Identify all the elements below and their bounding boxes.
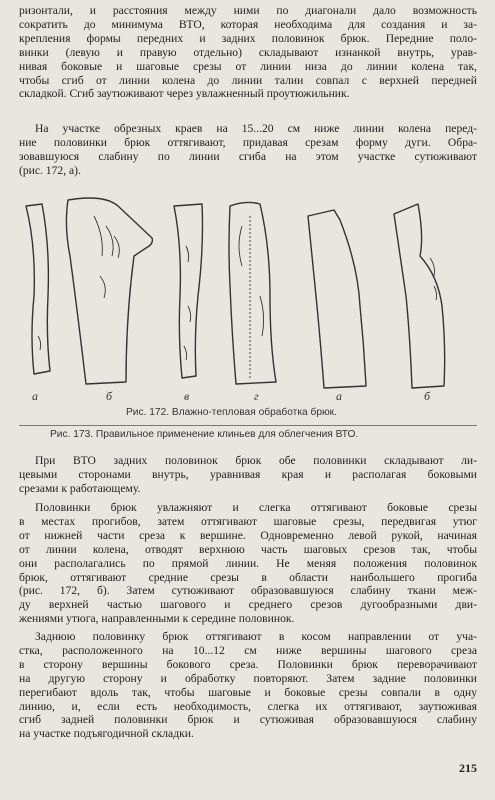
figure-label-v: в: [184, 389, 190, 403]
text-line: крепления формы передних и задних половинок брюк. Передние поло-: [19, 31, 477, 45]
text-line: Заднюю половинку брюк оттягивают в косом направлении от уча-: [35, 630, 477, 643]
text-line: стка, расположенного на 10...12 см ниже вершины шагового среза: [19, 643, 477, 657]
figure-label-g: г: [254, 389, 259, 403]
text-line: (рис. 172, б). Затем сутюживают образовавшуюся слабину ткани меж-: [19, 584, 477, 598]
trouser-pieces-illustration: [14, 186, 482, 406]
text-line: они располагались по прямой линии. Не меняя положения половинок: [19, 556, 477, 570]
text-line: брюк, оттягивают средние срезы в области наибольшего прогиба: [19, 570, 477, 584]
text-line: сгиб задней половинки брюк и сутюживая образовавшуюся слабину: [19, 713, 477, 727]
text-line: чтобы сгиб от линии колена до линии талии совпал с верхней передней: [19, 73, 477, 87]
figure-label-a2: а: [336, 389, 342, 403]
text-line: зовавшуюся слабину по линии сгиба на этом участке сутюживают: [19, 149, 477, 163]
paragraph-1: [19, 4, 477, 101]
paragraph-4: [19, 501, 477, 626]
figure-label-b2: б: [424, 389, 431, 403]
text-line: ду верхней частью шагового и среднего срезов дугообразными дви-: [19, 598, 477, 612]
pattern-piece: [229, 202, 276, 384]
text-line: ризонтали, и расстояния между ними по диагонали дало возможность: [19, 4, 477, 17]
text-line: нивая боковые и шаговые срезы от линии низа до линии колена так,: [19, 59, 477, 73]
text-line: на участке подъягодичной складки.: [19, 727, 194, 741]
text-line: складкой. Сгиб заутюживают через увлажненный проутюжильник.: [19, 87, 350, 101]
text-line: от нижней части среза к вершине. Одновременно левой рукой, начиная: [19, 528, 477, 542]
figure-caption-173: Рис. 173. Правильное применение клиньев для облегчения ВТО.: [50, 429, 359, 440]
text-line: на другую сторону и обработку повторяют. Затем задние половинки: [19, 671, 477, 685]
paragraph-3: [19, 454, 477, 496]
text-line: в местах прогибов, затем оттягивают шаговые срезы, передвигая утюг: [19, 514, 477, 528]
text-line: от линии колена, отводят верхнюю часть шаговых срезов так, чтобы: [19, 542, 477, 556]
pattern-piece: [66, 198, 152, 384]
pattern-piece: [26, 204, 50, 374]
caption-divider: [19, 425, 477, 426]
text-line: сократить до минимума ВТО, которая необходима для создания и за-: [19, 17, 477, 31]
text-line: цевыми сторонами внутрь, уравнивая края и располагая боковыми: [19, 467, 477, 481]
text-line: (рис. 172, а).: [19, 163, 81, 177]
text-line: ние половинки брюк оттягивают, придавая срезам форму дуги. Обра-: [19, 135, 477, 149]
text-line: винки (левую и правую отдельно) складывают изнанкой внутрь, урав-: [19, 45, 477, 59]
page-number: 215: [459, 761, 477, 775]
text-line: Половинки брюк увлажняют и слегка оттягивают боковые срезы: [35, 501, 477, 514]
text-line: На участке обрезных краев на 15...20 см ниже линии колена перед-: [35, 122, 477, 135]
text-line: перегибают вдоль так, чтобы шаговые и боковые срезы совпали в одну: [19, 685, 477, 699]
paragraph-2: [19, 122, 477, 178]
figure-label-b: б: [106, 389, 113, 403]
pattern-piece: [174, 204, 203, 378]
paragraph-5: [19, 630, 477, 741]
figure-caption-172: Рис. 172. Влажно-тепловая обработка брюк.: [126, 407, 337, 418]
figure-label-a: а: [32, 389, 38, 403]
figure-172-173: [14, 186, 482, 406]
text-line: в сторону вершины бокового среза. Половинки брюк переворачивают: [19, 657, 477, 671]
text-line: линию, и, если есть необходимость, слегка их оттягивают, заутюживая: [19, 699, 477, 713]
text-line: срезами к работающему.: [19, 481, 141, 495]
text-line: жениями утюга, направленными к середине половинок.: [19, 612, 295, 626]
pattern-piece: [308, 210, 366, 388]
text-line: При ВТО задних половинок брюк обе половинки складывают ли-: [35, 454, 477, 467]
